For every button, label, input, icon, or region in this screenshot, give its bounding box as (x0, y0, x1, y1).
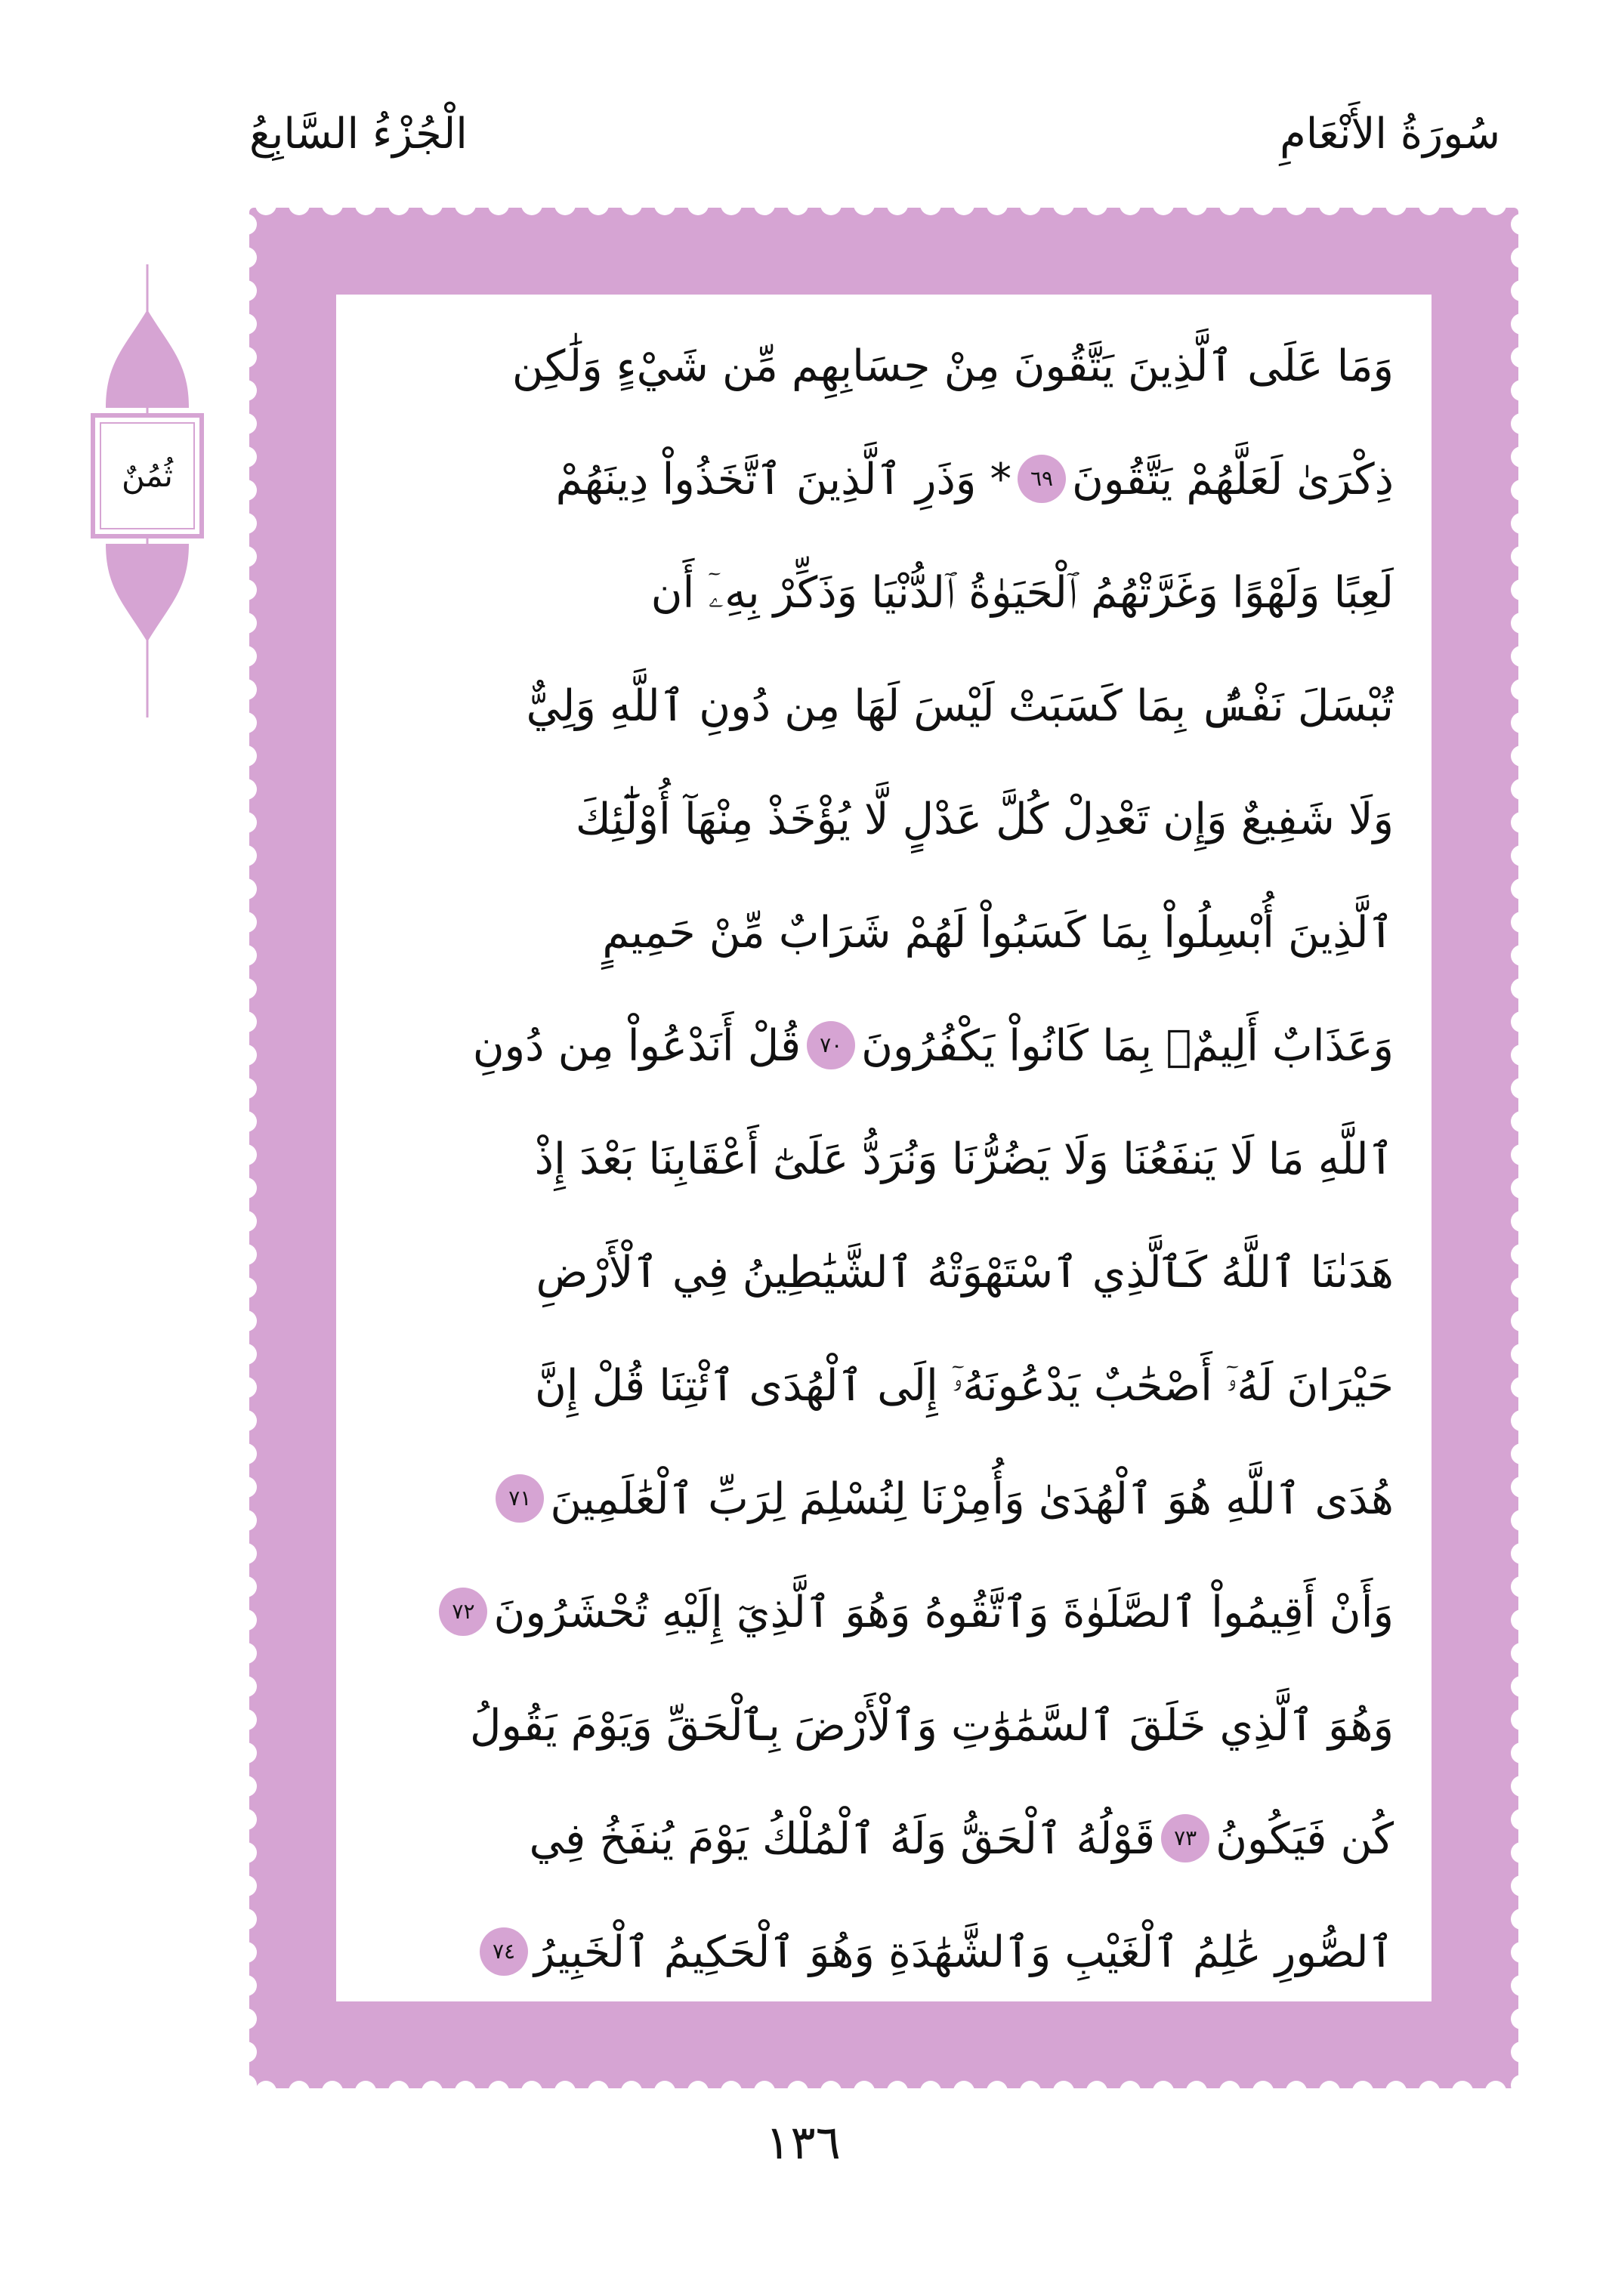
frame-scallop (422, 208, 443, 215)
frame-scallop (1186, 2081, 1207, 2088)
frame-scallop (1511, 1543, 1518, 1564)
frame-scallop (987, 208, 1008, 215)
frame-scallop (249, 978, 257, 999)
ayah-number-marker: ٧١ (496, 1474, 544, 1523)
frame-scallop (1511, 546, 1518, 567)
ayah-text: ٱلَّذِينَ أُبْسِلُواْ بِمَا كَسَبُواْ لَهُمْ شَرَابٌ مِّنْ حَمِيمٍ (602, 908, 1394, 958)
frame-scallop (687, 2081, 709, 2088)
frame-scallop (488, 2081, 509, 2088)
ayah-line (374, 423, 1394, 536)
frame-scallop (249, 1842, 257, 1863)
frame-scallop (1153, 2081, 1174, 2088)
frame-scallop (1511, 247, 1518, 268)
frame-scallop (249, 779, 257, 800)
frame-scallop (249, 2075, 257, 2088)
frame-scallop (1511, 1909, 1518, 1930)
frame-scallop (1511, 912, 1518, 933)
frame-scallop (1252, 2081, 1274, 2088)
frame-scallop (249, 1909, 257, 1930)
frame-scallop (455, 2081, 476, 2088)
frame-scallop (1511, 1277, 1518, 1298)
frame-scallop (854, 2081, 875, 2088)
frame-scallop (920, 2081, 941, 2088)
frame-scallop (249, 1975, 257, 1996)
frame-scallop (1511, 1809, 1518, 1830)
frame-scallop (249, 1709, 257, 1730)
hizb-label: ثُمُنٌ (122, 457, 173, 494)
frame-scallop (249, 1543, 257, 1564)
frame-scallop (249, 1809, 257, 1830)
frame-scallop (1511, 1776, 1518, 1797)
frame-scallop (787, 2081, 808, 2088)
frame-scallop (1511, 1443, 1518, 1464)
ayah-line (374, 1556, 1394, 1669)
frame-scallop (1511, 1510, 1518, 1531)
frame-scallop (754, 2081, 775, 2088)
ayah-text: هُدَى ٱللَّهِ هُوَ ٱلْهُدَىٰ وَأُمِرْنَا لِنُسْلِمَ لِرَبِّ ٱلْعَٰلَمِينَ (550, 1474, 1394, 1524)
frame-scallop (249, 579, 257, 600)
ayah-text: ذِكْرَىٰ لَعَلَّهُمْ يَتَّقُونَ (1072, 455, 1394, 505)
frame-scallop (422, 2081, 443, 2088)
ayah-text: حَيْرَانَ لَهُۥٓ أَصْحَٰبٌ يَدْعُونَهُۥٓ إِلَى ٱلْهُدَى ٱئْتِنَا قُلْ إِنَّ (534, 1361, 1394, 1411)
ayah-number-marker: ٧٠ (807, 1021, 855, 1069)
frame-scallop (249, 1045, 257, 1066)
frame-scallop (687, 208, 709, 215)
frame-scallop (249, 1477, 257, 1498)
frame-scallop (249, 712, 257, 733)
frame-scallop (1511, 613, 1518, 634)
frame-scallop (621, 2081, 642, 2088)
frame-scallop (1186, 208, 1207, 215)
ayah-text: ٱلصُّورِ عَٰلِمُ ٱلْغَيْبِ وَٱلشَّهَٰدَةِ وَهُوَ ٱلْحَكِيمُ ٱلْخَبِيرُ (534, 1927, 1394, 1977)
frame-scallop (455, 208, 476, 215)
frame-scallop (1086, 208, 1107, 215)
frame-scallop (621, 208, 642, 215)
frame-scallop (1286, 2081, 1307, 2088)
frame-scallop (249, 845, 257, 866)
frame-scallop (1511, 1111, 1518, 1132)
frame-scallop (249, 1742, 257, 1764)
frame-scallop (249, 1011, 257, 1032)
ayah-line (374, 536, 1394, 650)
frame-scallop (1511, 2008, 1518, 2029)
frame-scallop (1511, 1942, 1518, 1963)
ayah-line (374, 1216, 1394, 1329)
frame-scallop (1053, 2081, 1074, 2088)
frame-scallop (249, 878, 257, 900)
frame-scallop (1511, 1078, 1518, 1099)
frame-scallop (1286, 208, 1307, 215)
text-panel (336, 295, 1432, 2001)
frame-scallop (249, 1277, 257, 1298)
frame-scallop (1485, 2081, 1506, 2088)
ayah-line (374, 876, 1394, 989)
frame-scallop (249, 679, 257, 700)
frame-scallop (1511, 1609, 1518, 1631)
frame-scallop (1511, 446, 1518, 468)
frame-scallop (1511, 1842, 1518, 1863)
frame-scallop (1511, 779, 1518, 800)
frame-scallop (249, 1344, 257, 1365)
frame-scallop (887, 208, 908, 215)
frame-scallop (1419, 208, 1440, 215)
frame-scallop (820, 208, 842, 215)
frame-scallop (289, 2081, 310, 2088)
frame-scallop (249, 912, 257, 933)
frame-scallop (249, 280, 257, 301)
frame-scallop (249, 1875, 257, 1896)
frame-scallop (1511, 845, 1518, 866)
frame-scallop (1385, 2081, 1407, 2088)
ayah-number-marker: ٦٩ (1018, 455, 1066, 503)
frame-scallop (521, 208, 542, 215)
frame-scallop (1219, 2081, 1240, 2088)
ayah-line (374, 310, 1394, 423)
ayah-line (374, 1669, 1394, 1782)
frame-scallop (249, 1510, 257, 1531)
frame-scallop (554, 208, 576, 215)
ayah-text: لَعِبًا وَلَهْوًا وَغَرَّتْهُمُ ٱلْحَيَوٰةُ ٱلدُّنْيَا وَذَكِّرْ بِهِۦٓ أَن (650, 568, 1394, 618)
frame-scallop (754, 208, 775, 215)
ayah-line (374, 1443, 1394, 1556)
frame-scallop (588, 2081, 609, 2088)
ayah-line (374, 1329, 1394, 1443)
ayah-text: وَمَا عَلَى ٱلَّذِينَ يَتَّقُونَ مِنْ حِسَابِهِم مِّن شَيْءٍ وَلَٰكِن (511, 341, 1394, 391)
frame-scallop (249, 313, 257, 335)
frame-scallop (1511, 1576, 1518, 1597)
frame-scallop (249, 1377, 257, 1398)
ayah-number-marker: ٧٢ (439, 1588, 487, 1636)
frame-scallop (1020, 208, 1041, 215)
page-number: ١٣٦ (765, 2115, 841, 2170)
ayah-line (374, 1782, 1394, 1896)
frame-scallop (721, 2081, 742, 2088)
frame-scallop (249, 446, 257, 468)
frame-scallop (1511, 1244, 1518, 1265)
frame-scallop (1511, 679, 1518, 700)
frame-scallop (654, 2081, 675, 2088)
frame-scallop (1385, 208, 1407, 215)
ayah-line (374, 650, 1394, 763)
frame-scallop (1252, 208, 1274, 215)
frame-scallop (588, 208, 609, 215)
frame-scallop (1511, 280, 1518, 301)
frame-scallop (1511, 1709, 1518, 1730)
frame-scallop (1511, 1975, 1518, 1996)
frame-scallop (249, 380, 257, 401)
frame-scallop (249, 1776, 257, 1797)
frame-scallop (1511, 513, 1518, 534)
frame-scallop (388, 208, 409, 215)
frame-scallop (249, 613, 257, 634)
frame-scallop (249, 480, 257, 501)
frame-scallop (249, 1410, 257, 1431)
frame-scallop (249, 646, 257, 667)
frame-scallop (953, 208, 974, 215)
frame-scallop (1319, 208, 1340, 215)
frame-scallop (355, 208, 376, 215)
frame-scallop (249, 812, 257, 833)
frame-scallop (1120, 2081, 1141, 2088)
frame-scallop (1485, 208, 1506, 215)
frame-scallop (255, 208, 276, 215)
ayah-text: ٱللَّهِ مَا لَا يَنفَعُنَا وَلَا يَضُرُّنَا وَنُرَدُّ عَلَىٰٓ أَعْقَابِنَا بَعْدَ إِذْ (534, 1134, 1394, 1184)
frame-scallop (488, 208, 509, 215)
ayah-number-marker: ٧٣ (1161, 1814, 1209, 1862)
frame-scallop (1352, 208, 1373, 215)
frame-scallop (1511, 945, 1518, 966)
frame-scallop (1511, 1011, 1518, 1032)
frame-scallop (1511, 413, 1518, 434)
frame-scallop (1511, 1875, 1518, 1896)
ayah-text: قُلْ أَنَدْعُواْ مِن دُونِ (472, 1021, 801, 1071)
ayah-text: وَلَا شَفِيعٌ وَإِن تَعْدِلْ كُلَّ عَدْلٍ لَّا يُؤْخَذْ مِنْهَآ أُوْلَٰٓئِكَ (575, 795, 1394, 844)
frame-scallop (1511, 878, 1518, 900)
frame-scallop (1053, 208, 1074, 215)
frame-scallop (820, 2081, 842, 2088)
frame-scallop (249, 347, 257, 368)
ayah-text: قَوْلُهُ ٱلْحَقُّ وَلَهُ ٱلْمُلْكُ يَوْمَ يُنفَخُ فِي (529, 1814, 1156, 1864)
frame-scallop (1319, 2081, 1340, 2088)
frame-scallop (289, 208, 310, 215)
frame-scallop (249, 1177, 257, 1199)
frame-scallop (721, 208, 742, 215)
frame-scallop (355, 2081, 376, 2088)
frame-scallop (1511, 1742, 1518, 1764)
frame-scallop (249, 247, 257, 268)
frame-scallop (854, 208, 875, 215)
ayah-text: وَأَنْ أَقِيمُواْ ٱلصَّلَوٰةَ وَٱتَّقُوهُ وَهُوَ ٱلَّذِيٓ إِلَيْهِ تُحْشَرُونَ (493, 1588, 1394, 1637)
frame-scallop (1511, 1477, 1518, 1498)
frame-scallop (249, 1111, 257, 1132)
ayah-text: تُبْسَلَ نَفْسٌۢ بِمَا كَسَبَتْ لَيْسَ لَهَا مِن دُونِ ٱللَّهِ وَلِيٌّ (526, 681, 1394, 731)
frame-scallop (249, 945, 257, 966)
frame-scallop (249, 1643, 257, 1664)
frame-scallop (255, 2081, 276, 2088)
frame-scallop (249, 214, 257, 235)
frame-scallop (249, 1144, 257, 1165)
frame-scallop (1219, 208, 1240, 215)
ayah-line (374, 1103, 1394, 1216)
frame-scallop (249, 1609, 257, 1631)
frame-scallop (249, 745, 257, 767)
frame-scallop (953, 2081, 974, 2088)
frame-scallop (1511, 1377, 1518, 1398)
frame-scallop (1511, 347, 1518, 368)
ayah-text: * وَذَرِ ٱلَّذِينَ ٱتَّخَذُواْ دِينَهُمْ (555, 455, 1012, 505)
frame-scallop (787, 208, 808, 215)
frame-scallop (1511, 712, 1518, 733)
frame-scallop (1511, 1676, 1518, 1697)
frame-scallop (987, 2081, 1008, 2088)
frame-scallop (1511, 1177, 1518, 1199)
frame-scallop (322, 208, 343, 215)
frame-scallop (249, 1676, 257, 1697)
frame-scallop (1452, 208, 1473, 215)
ayah-text: كُن فَيَكُونُ (1215, 1814, 1394, 1864)
frame-scallop (1511, 1144, 1518, 1165)
frame-scallop (249, 1078, 257, 1099)
frame-scallop (1511, 380, 1518, 401)
frame-scallop (1153, 208, 1174, 215)
frame-scallop (1511, 745, 1518, 767)
frame-scallop (654, 208, 675, 215)
frame-scallop (1511, 646, 1518, 667)
frame-scallop (249, 413, 257, 434)
frame-scallop (521, 2081, 542, 2088)
frame-scallop (1511, 480, 1518, 501)
frame-scallop (1086, 2081, 1107, 2088)
frame-scallop (249, 1576, 257, 1597)
frame-scallop (1511, 1344, 1518, 1365)
ayah-line (374, 1896, 1394, 2009)
page-frame (249, 208, 1518, 2088)
frame-scallop (249, 546, 257, 567)
frame-scallop (1511, 313, 1518, 335)
ayah-number-marker: ٧٤ (480, 1927, 528, 1976)
ayah-text: هَدَىٰنَا ٱللَّهُ كَٱلَّذِي ٱسْتَهْوَتْهُ ٱلشَّيَٰطِينُ فِي ٱلْأَرْضِ (536, 1248, 1394, 1298)
frame-scallop (1511, 1211, 1518, 1232)
frame-scallop (554, 2081, 576, 2088)
frame-scallop (1452, 2081, 1473, 2088)
frame-scallop (1511, 1410, 1518, 1431)
frame-scallop (1511, 1643, 1518, 1664)
frame-scallop (249, 2008, 257, 2029)
frame-scallop (1511, 579, 1518, 600)
ayah-line (374, 989, 1394, 1103)
surah-name: سُورَةُ الأَنْعَامِ (1280, 110, 1500, 159)
frame-scallop (249, 513, 257, 534)
frame-scallop (1419, 2081, 1440, 2088)
frame-scallop (249, 1310, 257, 1332)
frame-scallop (920, 208, 941, 215)
frame-scallop (249, 2041, 257, 2063)
frame-scallop (249, 1443, 257, 1464)
frame-scallop (1511, 978, 1518, 999)
frame-scallop (1120, 208, 1141, 215)
frame-scallop (1352, 2081, 1373, 2088)
ayah-text: وَعَذَابٌ أَلِيمٌۢ بِمَا كَانُواْ يَكْفُرُونَ (861, 1021, 1394, 1071)
frame-scallop (1020, 2081, 1041, 2088)
frame-scallop (1511, 2075, 1518, 2088)
juz-name: الْجُزْءُ السَّابِعُ (249, 110, 468, 159)
frame-scallop (1511, 1045, 1518, 1066)
ayah-text: وَهُوَ ٱلَّذِي خَلَقَ ٱلسَّمَٰوَٰتِ وَٱلْأَرْضَ بِٱلْحَقِّ وَيَوْمَ يَقُولُ (470, 1701, 1394, 1751)
frame-scallop (1511, 1310, 1518, 1332)
frame-scallop (249, 1244, 257, 1265)
frame-scallop (1511, 812, 1518, 833)
frame-scallop (1511, 2041, 1518, 2063)
frame-scallop (388, 2081, 409, 2088)
frame-scallop (887, 2081, 908, 2088)
frame-scallop (249, 1942, 257, 1963)
frame-scallop (249, 1211, 257, 1232)
frame-scallop (322, 2081, 343, 2088)
ayah-line (374, 763, 1394, 876)
frame-scallop (1511, 214, 1518, 235)
